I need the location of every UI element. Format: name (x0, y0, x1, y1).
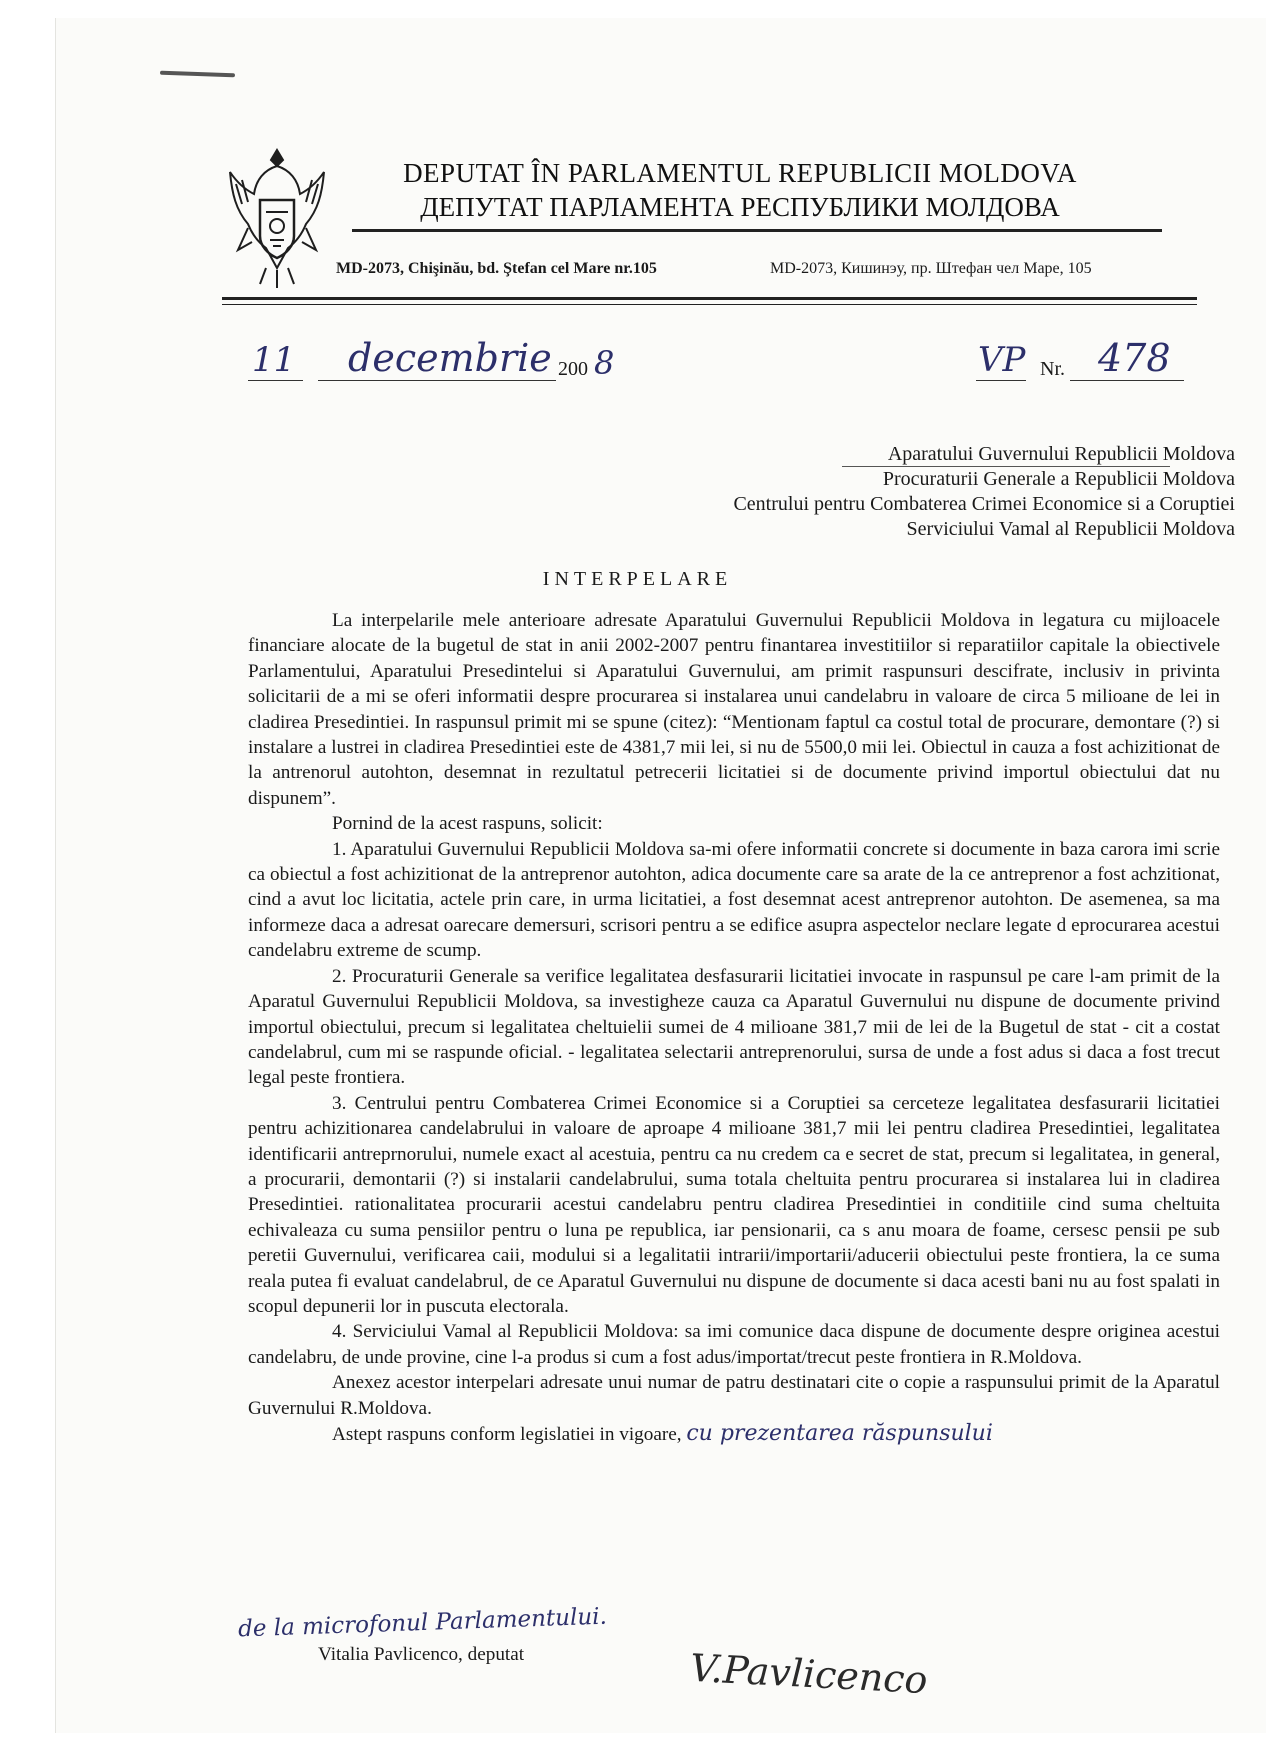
header-rule-thick (222, 297, 1197, 300)
body-paragraph: 3. Centrului pentru Combaterea Crimei Economice si a Coruptiei sa cerceteze legalitatea desfasurarii licitatiei pentru achizitionarea candelabrului in valoare de aproape 4 milioane 381,7 mii lei pentru cladirea Presedintiei, legalitatea identificarii antreprnorului, numele exact al acestuia, pentru ca nu credem ca e secret de stat, precum si legalitatea, in general, a procurarii, demontarii (?) si instalarii candelabrului, suma totala cheltuita pentru procurarea si instalarea lui in cladirea Presedintiei. rationalitatea procurarii acestui candelabru pentru cladirea Presedintiei in conditiile cind suma cheltuita echivaleaza cu suma pensiilor pentru o luna pe republica, iar pensionarii, ca s anu moara de foame, cersesc pensii pe sub peretii Guvernului, verificarea caii, modului si a legalitatii intrarii/importarii/aducerii obiectului peste frontiera, la ce suma reala putea fi evaluat candelabrul, de ce Aparatul Guvernului nu dispune de documente si daca acesti bani nu au fost spalati in scopul depunerii lor in puscuta electorala. (248, 1092, 1220, 1317)
closing-line (248, 1421, 1220, 1447)
address-ro: MD-2073, Chişinău, bd. Ştefan cel Mare nr.105 (336, 260, 657, 277)
closing-handwritten-2: de la microfonul Parlamentului. (237, 1603, 608, 1643)
address-ru: MD-2073, Кишинэу, пр. Штефан чел Маре, 105 (770, 260, 1092, 277)
nr-label: Nr. (1040, 358, 1065, 380)
date-year-suffix: 8 (594, 344, 615, 382)
body-paragraph: Pornind de la acest raspuns, solicit: (332, 813, 603, 835)
date-month-line (318, 380, 556, 381)
date-day: 11 (252, 340, 296, 380)
date-month: decembrie (348, 336, 552, 380)
body-paragraph: 2. Procuraturii Generale sa verifice legalitatea desfasurarii licitatiei invocate in raspunsul pe care l-am primit de la Aparatul Guvernului Republicii Moldova, sa investigheze cauza ca Aparatul Guvernului nu dispune de documente privind importul obiectului, precum si legalitatea cheltuielii sumei de 4 milioane 381,7 mii de lei de la Bugetul de stat - cit a costat candelabrul, cum mi se raspunde oficial. - legalitatea selectarii antreprenorului, sursa de unde a fost adus si daca a fost trecut legal peste frontiera. (248, 965, 1220, 1089)
initials-line (976, 380, 1026, 381)
header-rule-thin (222, 304, 1197, 305)
date-year-prefix: 200 (558, 358, 588, 380)
recipient-line: Centrului pentru Combaterea Crimei Economice si a Coruptiei (733, 493, 1235, 515)
closing-handwritten-1: cu prezentarea răspunsului (686, 1421, 993, 1446)
header-title-ro: DEPUTAT ÎN PARLAMENTUL REPUBLICII MOLDOVA (403, 158, 1077, 188)
handwritten-signature: V.Pavlicenco (689, 1645, 929, 1703)
body-paragraph: Anexez acestor interpelari adresate unui numar de patru destinatari cite o copie a raspunsului primit de la Aparatul Guvernului R.Moldova. (248, 1372, 1220, 1419)
recipient-underline (842, 466, 1170, 467)
recipients-block (733, 442, 1235, 542)
closing-printed: Astept raspuns conform legislatiei in vigoare, (332, 1424, 682, 1445)
signatory-name: Vitalia Pavlicenco, deputat (318, 1644, 525, 1665)
body-paragraph: 4. Serviciului Vamal al Republicii Moldova: sa imi comunice daca dispune de documente despre originea acestui candelabru, de unde provine, cine l-a produs si cum a fost adus/importat/trecut peste frontiera in R.Moldova. (248, 1321, 1220, 1368)
header-title-ru: ДЕПУТАТ ПАРЛАМЕНТА РЕСПУБЛИКИ МОЛДОВА (420, 192, 1060, 222)
recipient-line: Serviciului Vamal al Republicii Moldova (906, 518, 1235, 540)
body-paragraph: La interpelarile mele anterioare adresate Aparatului Guvernului Republicii Moldova in legatura cu mijloacele financiare alocate de la bugetul de stat in anii 2002-2007 pentru finantarea investitiilor si reparatiilor capitale la obiectivele Parlamentului, Aparatului Presedintelui si Aparatului Guvernului, am primit raspunsuri descifrate, inclusiv in privinta solicitarii de a mi se oferi informatii despre procurarea si instalarea unui candelabru in valoare de circa 5 milioane de lei in cladirea Presedintiei. In raspunsul primit mi se spune (citez): “Mentionam faptul ca costul total de procurare, demontare (?) si instalare a lustrei in cladirea Presedintiei este de 4381,7 mii lei, si nu de 5500,0 mii lei. Obiectul in cauza a fost achizitionat de la antrenorul autohton, desemnat in rezultatul petrecerii licitatiei si de documente privind importul obiectului dat nu dispunem”. (248, 610, 1220, 809)
body-paragraph: 1. Aparatului Guvernului Republicii Moldova sa-mi ofere informatii concrete si documente in baza carora imi scrie ca obiectul a fost achizitionat de la antreprenor autohton, adica documente care sa arate de la ce antreprenor a fost achzitionat, cind a avut loc licitatia, actele prin care, in urma licitatiei, a fost desemnat acest antreprenor autohton. De asemenea, sa ma informeze daca a adresat oarecare demersuri, scrisori pentru a se edifice asupra aspectelor neclare legate d eprocurarea acestui candelabru extreme de scump. (248, 838, 1220, 962)
header-rule-top (352, 229, 1162, 232)
document-body (248, 608, 1220, 1447)
initials: VP (978, 340, 1026, 380)
nr-value: 478 (1098, 336, 1171, 380)
date-day-line (248, 380, 303, 381)
recipient-line: Aparatului Guvernului Republicii Moldova (887, 443, 1235, 465)
recipient-line: Procuraturii Generale a Republicii Moldova (882, 468, 1235, 490)
nr-line (1070, 380, 1184, 381)
coat-of-arms-icon (226, 144, 328, 294)
document-title: INTERPELARE (542, 568, 733, 590)
